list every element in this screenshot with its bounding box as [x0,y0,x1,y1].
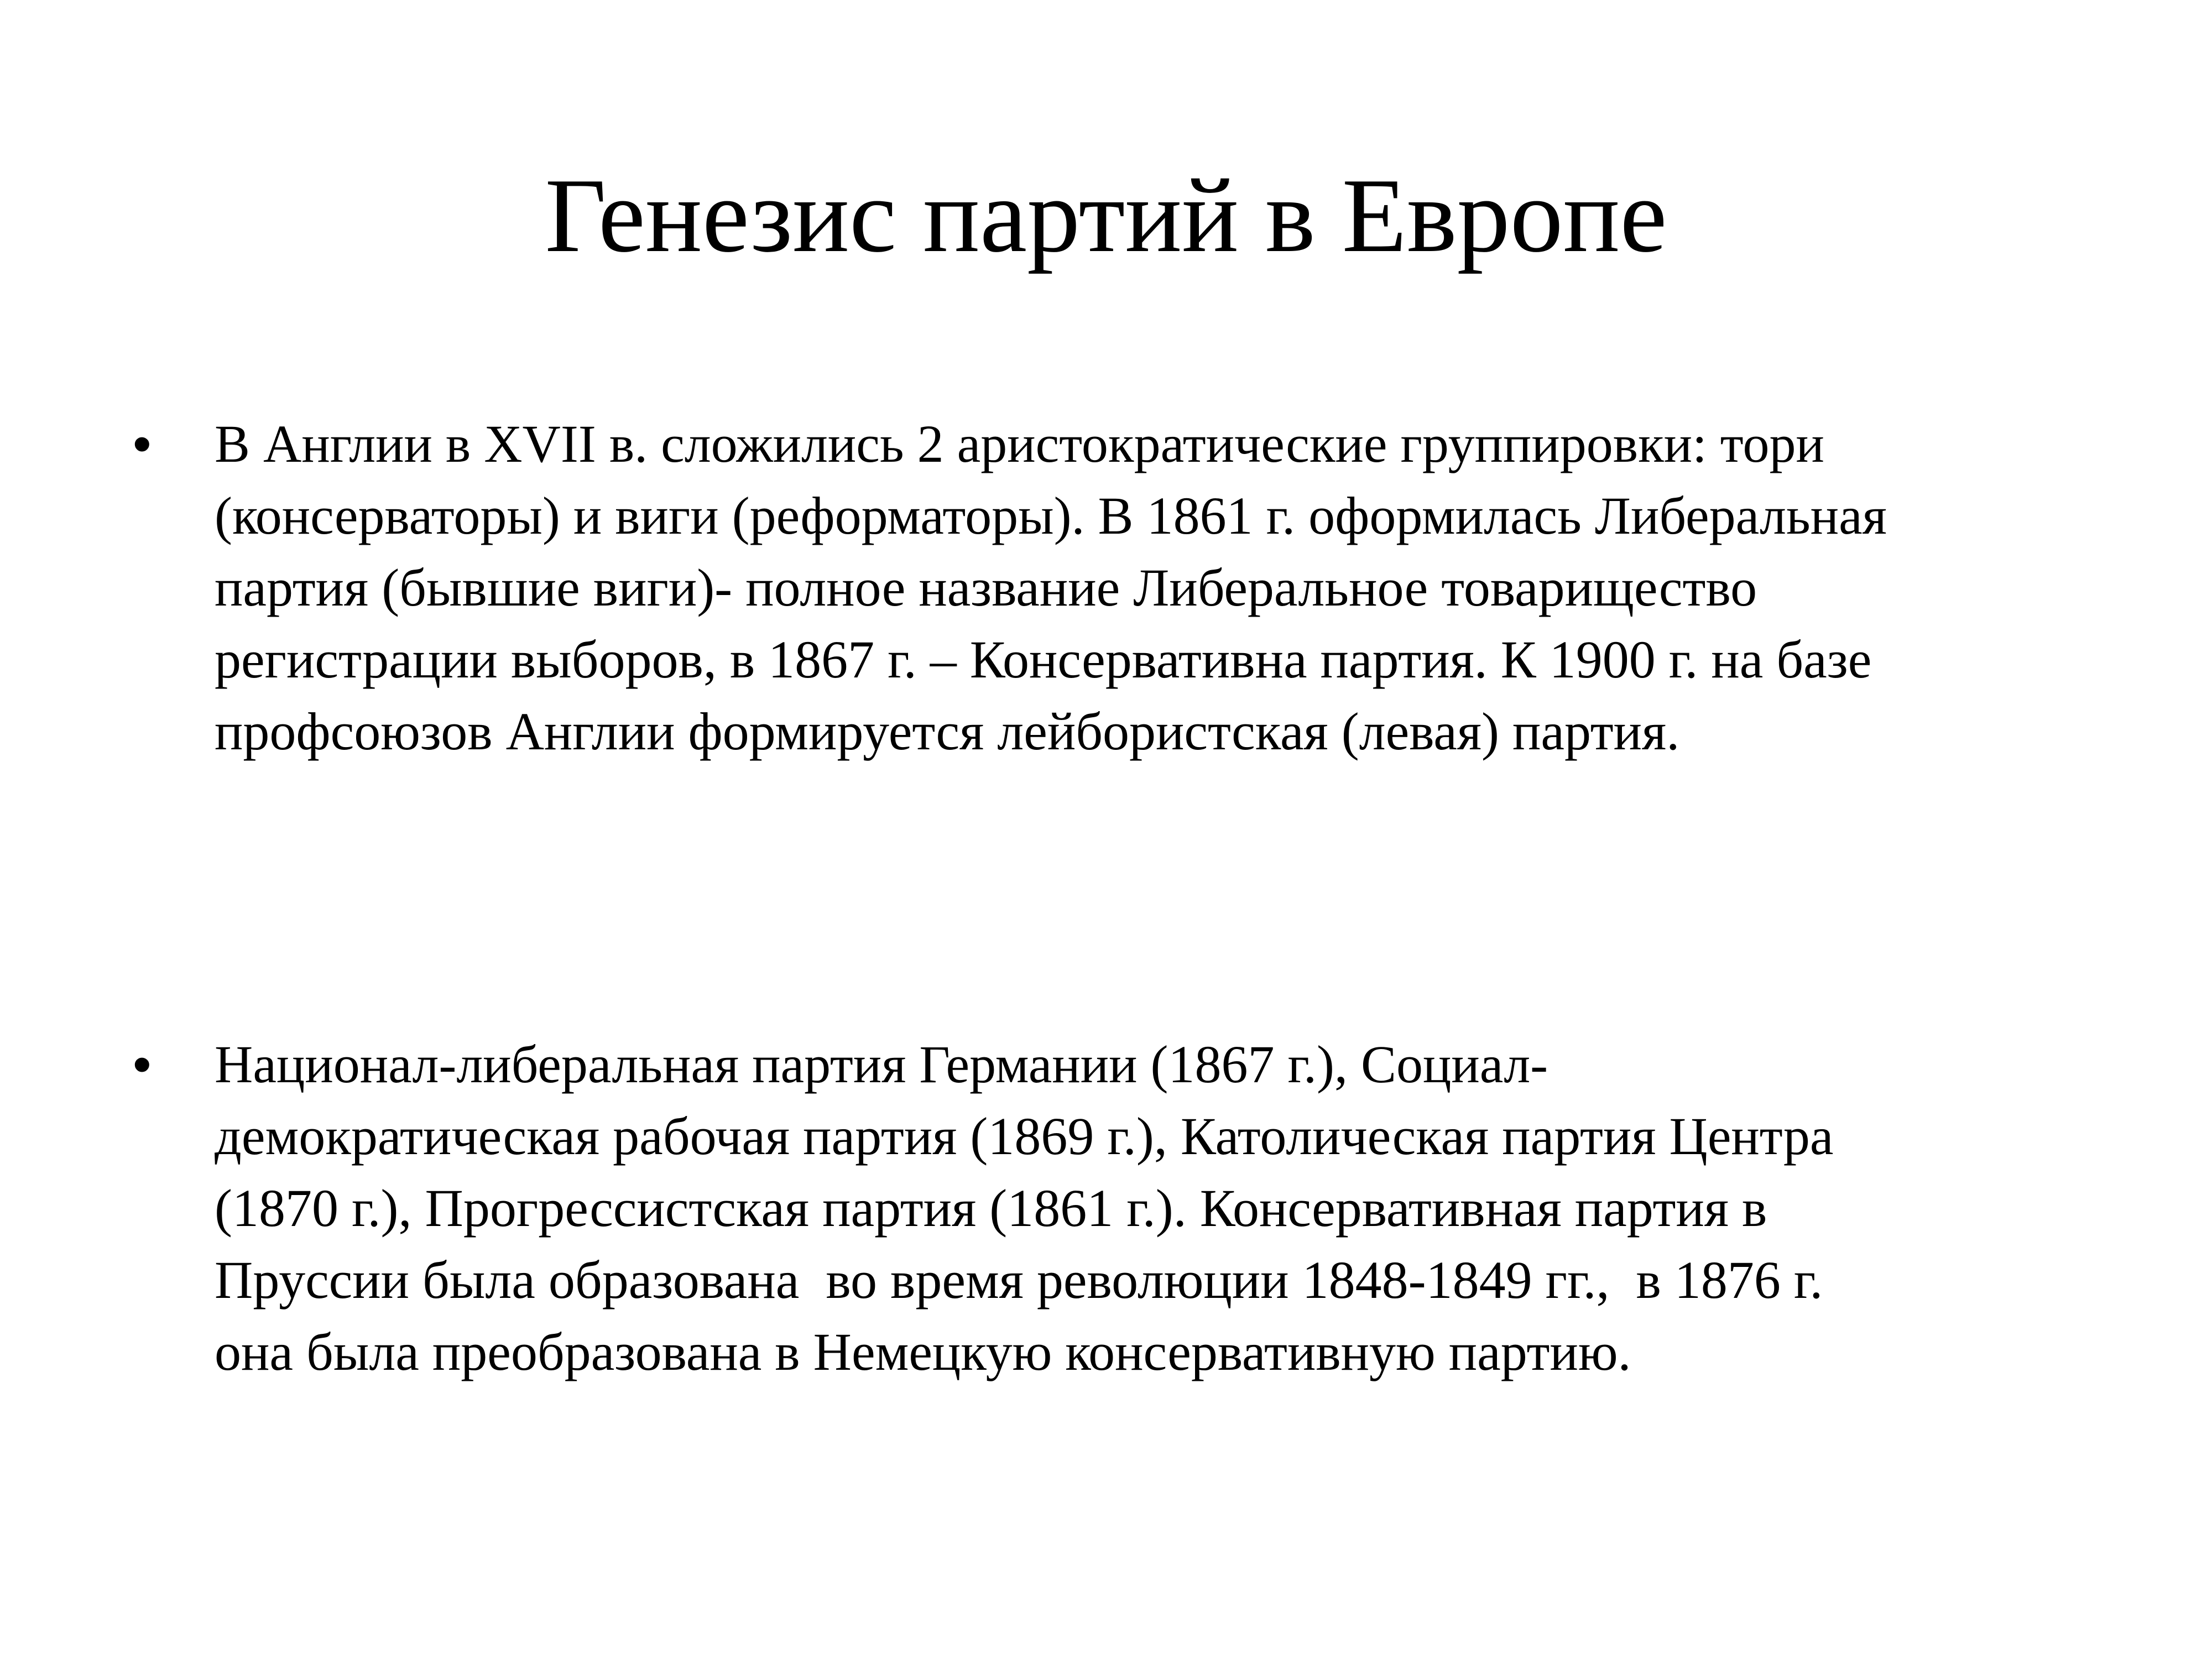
bullet-line: она была преобразована в Немецкую консервативную партию. [215,1322,1631,1381]
bullet-line: (консерваторы) и виги (реформаторы). В 1861 г. оформилась Либеральная [215,486,1887,545]
bullet-line: регистрации выборов, в 1867 г. – Консервативна партия. К 1900 г. на базе [215,630,1872,689]
bullet-line: (1870 г.), Прогрессистская партия (1861 г.). Консервативная партия в [215,1178,1767,1238]
bullet-text [215,408,2084,768]
bullet-line: демократическая рабочая партия (1869 г.), Католическая партия Центра [215,1107,1834,1166]
bullet-line: В Англии в XVII в. сложились 2 аристократические группировки: тори [215,414,1824,473]
bullet-marker: • [133,414,152,473]
bullet-line: Национал-либеральная партия Германии (1867 г.), Социал- [215,1035,1548,1094]
bullet-text [215,1029,2084,1388]
bullet-line: Пруссии была образована во время революции 1848-1849 гг., в 1876 г. [215,1250,1823,1310]
slide-title: Генезис партий в Европе [545,156,1667,274]
bullet-line: профсоюзов Англии формируется лейбористская (левая) партия. [215,702,1680,761]
bullet-line: партия (бывшие виги)- полное название Либеральное товарищество [215,558,1757,617]
bullet-marker: • [133,1035,152,1094]
